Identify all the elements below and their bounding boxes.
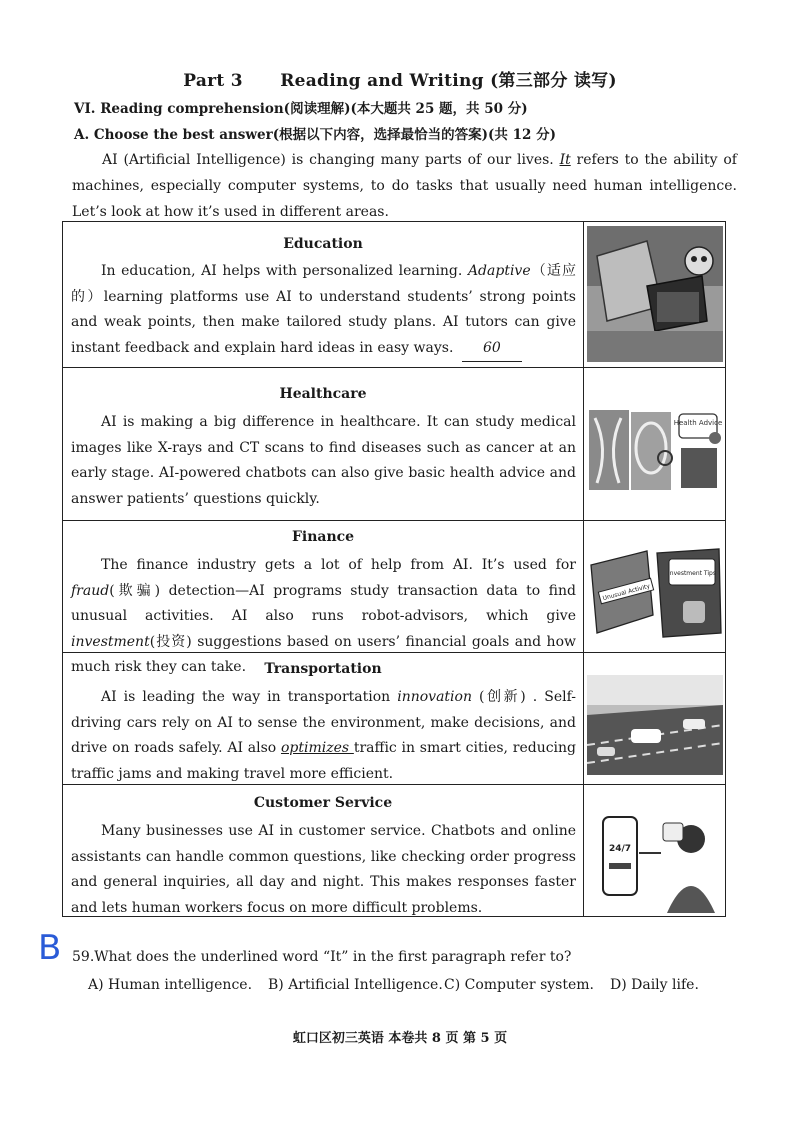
row-heading: Finance xyxy=(291,529,355,545)
row-text: (投资) suggestions based on users’ financial goals and how much risk they can take. xyxy=(71,633,576,675)
row-text: （适应的）learning platforms use AI to understand students’ strong points and weak points, then make tailored study plans. AI tutors can give instant feedback and explain hard ideas in easy ways. xyxy=(71,263,577,356)
italic-word: innovation xyxy=(397,689,472,705)
row-body xyxy=(71,259,576,362)
italic-word: Adaptive xyxy=(467,263,531,279)
part-number: Part 3 xyxy=(183,71,243,91)
part-name-cn: (第三部分 读写) xyxy=(490,71,617,91)
section-heading-a: A. Choose the best answer(根据以下内容，选择最恰当的答案)(共 12 分) xyxy=(74,127,556,143)
healthcare-image xyxy=(587,408,723,494)
handwritten-answer-mark: B xyxy=(38,928,62,968)
underlined-word: optimizes xyxy=(280,740,354,756)
health-advice-label: Health Advice xyxy=(673,419,723,427)
row-text: In education, AI helps with personalized learning. xyxy=(101,263,468,279)
section-heading-vi: VI. Reading comprehension(阅读理解)(本大题共 25 题，共 50 分) xyxy=(74,101,528,117)
row-body xyxy=(71,819,576,921)
page-footer: 虹口区初三英语 本卷共 8 页 第 5 页 xyxy=(292,1031,508,1046)
row-text: AI is leading the way in transportation xyxy=(101,689,398,705)
customer-service-image xyxy=(587,809,723,913)
row-text: The finance industry gets a lot of help from AI. It’s used for xyxy=(101,557,576,573)
intro-text-a: AI (Artificial Intelligence) is changing many parts of our lives. xyxy=(102,152,560,168)
underlined-it: It xyxy=(559,152,571,168)
row-text: (欺骗) detection—AI programs study transaction data to find unusual activities. AI also runs robot-advisors, which give xyxy=(71,582,576,624)
italic-word: investment xyxy=(71,633,150,650)
education-image xyxy=(587,226,723,362)
row-heading: Transportation xyxy=(264,661,382,677)
part-name: Reading and Writing xyxy=(280,71,484,91)
option-d[interactable]: D) Daily life. xyxy=(610,977,699,993)
table-row-healthcare xyxy=(63,367,725,520)
question-text: 59.What does the underlined word “It” in the first paragraph refer to? xyxy=(72,949,572,965)
question-59 xyxy=(38,928,572,968)
intro-text-b: refers to the ability of machines, especially computer systems, to do tasks that usually need human intelligence. Let’s look at how it’s used in different areas. xyxy=(72,152,737,220)
option-a[interactable]: A) Human intelligence. xyxy=(88,977,253,993)
row-heading: Education xyxy=(283,236,363,252)
reading-table xyxy=(62,221,726,917)
table-row-transportation xyxy=(63,652,725,784)
phone-24-7-label: 24/7 xyxy=(608,844,632,854)
row-text: AI is making a big difference in healthcare. It can study medical images like X-rays and CT scans to find diseases such as cancer at an early stage. AI-powered chatbots can also give basic health advice and answer patients’ questions quickly. xyxy=(71,414,576,507)
investment-tips-label: Investment Tips xyxy=(668,570,716,577)
row-body xyxy=(71,410,576,512)
transportation-image xyxy=(587,675,723,775)
row-text: Many businesses use AI in customer service. Chatbots and online assistants can handle common questions, like checking order progress and general inquiries, all day and night. This makes responses faster and lets human workers focus on more difficult problems. xyxy=(71,823,576,916)
answer-blank-60: 60 xyxy=(462,336,522,363)
finance-image xyxy=(587,545,723,643)
row-text: traffic in smart cities, reducing traffic jams and making travel more efficient. xyxy=(71,740,577,782)
row-heading: Healthcare xyxy=(279,386,367,402)
option-c[interactable]: C) Computer system. xyxy=(444,977,594,993)
row-text: (创新) . Self-driving cars rely on AI to sense the environment, make decisions, and drive on roads safely. AI also xyxy=(71,689,576,756)
row-heading: Customer Service xyxy=(253,795,393,811)
unusual-activity-label: Unusual Activity xyxy=(601,582,651,603)
table-row-customer-service xyxy=(63,784,725,918)
table-row-education xyxy=(63,222,725,367)
part-title xyxy=(0,66,800,91)
italic-word: fraud xyxy=(71,582,110,599)
intro-paragraph xyxy=(72,147,737,225)
option-b[interactable]: B) Artificial Intelligence. xyxy=(268,977,443,993)
row-body xyxy=(71,685,576,787)
